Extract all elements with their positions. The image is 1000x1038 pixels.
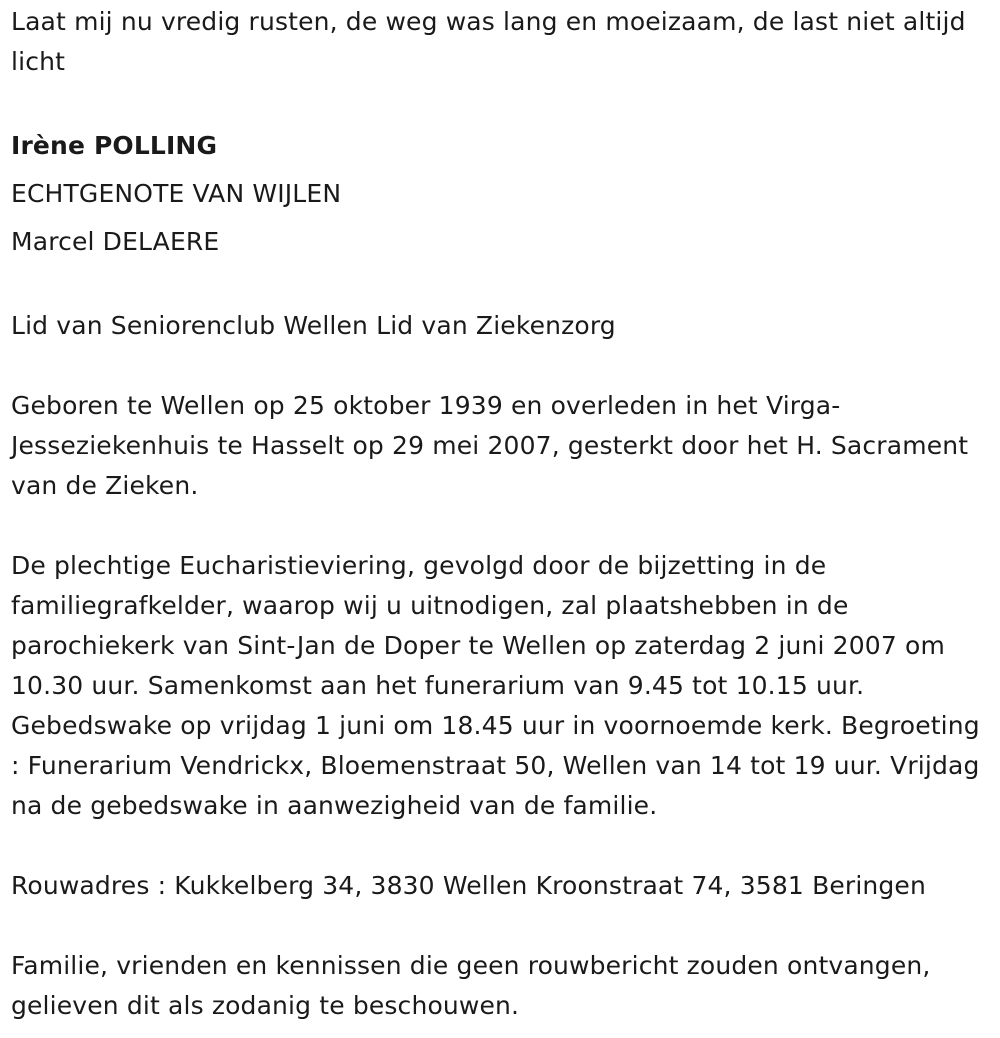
memberships-text: Lid van Seniorenclub Wellen Lid van Ziekenzorg: [11, 311, 616, 340]
mourning-address: Rouwadres : Kukkelberg 34, 3830 Wellen Kroonstraat 74, 3581 Beringen: [11, 871, 926, 900]
obituary-notice: [11, 2, 996, 1026]
closing-text: Familie, vrienden en kennissen die geen rouwbericht zouden ontvangen, gelieven dit als zodanig te beschouwen.: [11, 951, 931, 1020]
deceased-name: Irène POLLING: [11, 131, 218, 160]
spouse-name: Marcel DELAERE: [11, 227, 220, 256]
motto-text: Laat mij nu vredig rusten, de weg was lang en moeizaam, de last niet altijd licht: [11, 7, 966, 76]
ceremony-text: De plechtige Eucharistieviering, gevolgd door de bijzetting in de familiegrafkelder, waarop wij u uitnodigen, zal plaatshebben in de parochiekerk van Sint-Jan de Doper te Wellen op zaterdag 2 juni 2007 om 10.30 uur. Samenkomst aan het funerarium van 9.45 tot 10.15 uur. Gebedswake op vrijdag 1 juni om 18.45 uur in voornoemde kerk. Begroeting : Funerarium Vendrickx, Bloemenstraat 50, Wellen van 14 tot 19 uur. Vrijdag na de gebedswake in aanwezigheid van de familie.: [11, 551, 980, 820]
birth-death-text: Geboren te Wellen op 25 oktober 1939 en overleden in het Virga-Jesseziekenhuis te Hasselt op 29 mei 2007, gesterkt door het H. Sacrament van de Zieken.: [11, 391, 969, 500]
relation-text: ECHTGENOTE VAN WIJLEN: [11, 179, 342, 208]
